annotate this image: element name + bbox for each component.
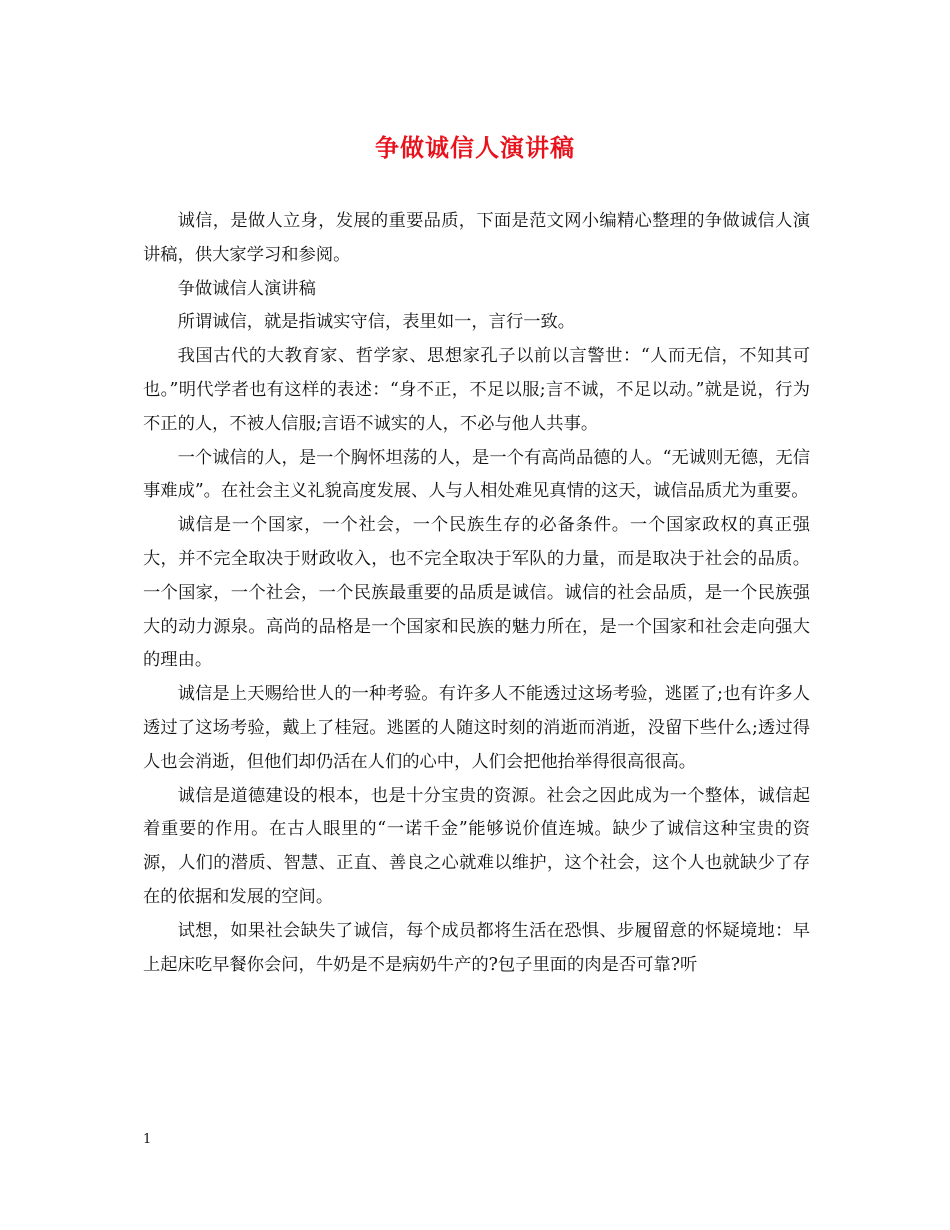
paragraph-confucius: 我国古代的大教育家、哲学家、思想家孔子以前以言警世：“人而无信，不知其可也。”明代学者也有这样的表述：“身不正，不足以服;言不诚，不足以动。”就是说，行为不正的人，不被人信服;言语不诚实的人，不必与他人共事。 [143, 346, 810, 434]
paragraph-intro: 诚信，是做人立身，发展的重要品质，下面是范文网小编精心整理的争做诚信人演讲稿，供大家学习和参阅。 [143, 211, 810, 265]
paragraph-nation: 诚信是一个国家，一个社会，一个民族生存的必备条件。一个国家政权的真正强大，并不完全取决于财政收入，也不完全取决于军队的力量，而是取决于社会的品质。一个国家，一个社会，一个民族最重要的品质是诚信。诚信的社会品质，是一个民族强大的动力源泉。高尚的品格是一个国家和民族的魅力所在，是一个国家和社会走向强大的理由。 [143, 515, 810, 671]
paragraph-honest-person: 一个诚信的人，是一个胸怀坦荡的人，是一个有高尚品德的人。“无诚则无德，无信事难成”。在社会主义礼貌高度发展、人与人相处难见真情的这天，诚信品质尤为重要。 [143, 447, 810, 502]
paragraph-definition: 所谓诚信，就是指诚实守信，表里如一，言行一致。 [177, 312, 576, 333]
paragraph-imagine: 试想，如果社会缺失了诚信，每个成员都将生活在恐惧、步履留意的怀疑境地：早上起床吃早餐你会问，牛奶是不是病奶牛产的?包子里面的肉是否可靠?听 [143, 920, 810, 975]
page-number: 1 [143, 1132, 152, 1147]
paragraph-subtitle: 争做诚信人演讲稿 [177, 278, 316, 299]
document-title: 争做诚信人演讲稿 [375, 133, 575, 162]
paragraph-morality: 诚信是道德建设的根本，也是十分宝贵的资源。社会之因此成为一个整体，诚信起着重要的作用。在古人眼里的“一诺千金”能够说价值连城。缺少了诚信这种宝贵的资源，人们的潜质、智慧、正直、善良之心就难以维护，这个社会，这个人也就缺少了存在的依据和发展的空间。 [143, 785, 810, 907]
paragraph-test: 诚信是上天赐给世人的一种考验。有许多人不能透过这场考验，逃匿了;也有许多人透过了这场考验，戴上了桂冠。逃匿的人随这时刻的消逝而消逝，没留下些什么;透过得人也会消逝，但他们却仍活在人们的心中，人们会把他抬举得很高很高。 [143, 684, 810, 772]
document-body [143, 205, 810, 982]
